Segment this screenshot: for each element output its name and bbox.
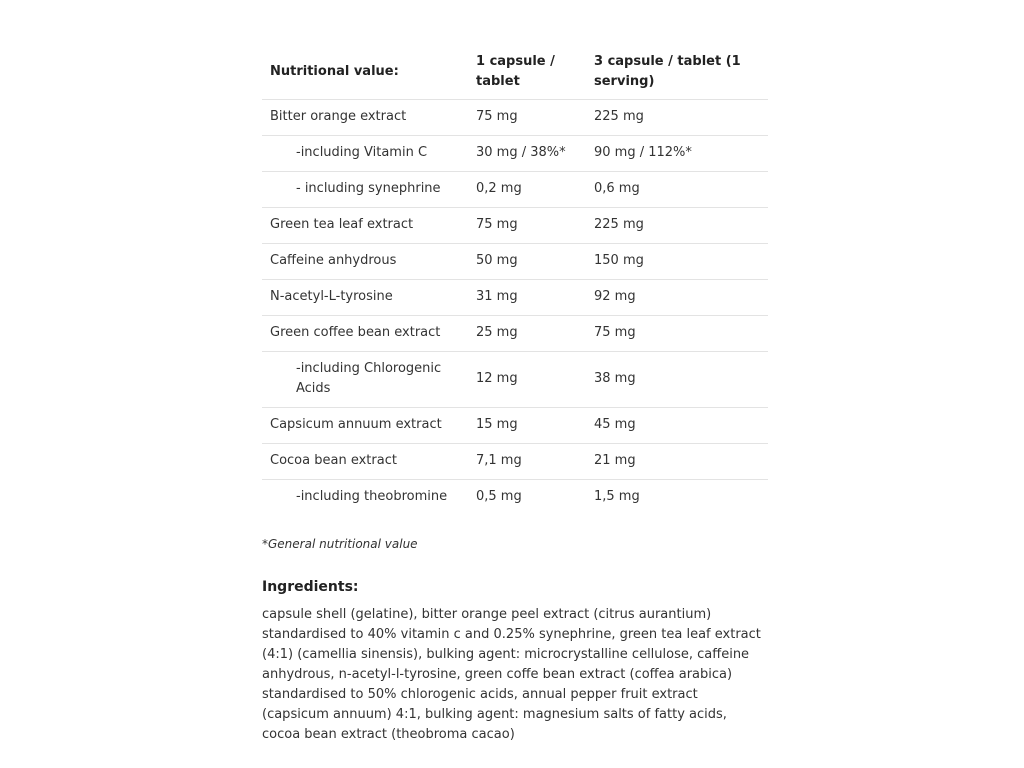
table-row <box>262 480 768 516</box>
amount-per-capsule: 75 mg <box>468 208 586 244</box>
nutrient-name: -including Chlorogenic Acids <box>262 352 468 408</box>
footnote: *General nutritional value <box>262 537 418 551</box>
amount-per-serving: 92 mg <box>586 280 768 316</box>
table-row <box>262 136 768 172</box>
amount-per-serving: 225 mg <box>586 208 768 244</box>
nutrient-name: N-acetyl-L-tyrosine <box>262 280 468 316</box>
nutrient-name: Bitter orange extract <box>262 100 468 136</box>
header-nutritional-value: Nutritional value: <box>262 46 468 100</box>
amount-per-capsule: 12 mg <box>468 352 586 408</box>
amount-per-capsule: 0,5 mg <box>476 489 522 504</box>
nutrition-table <box>262 46 768 515</box>
nutrient-name: Green coffee bean extract <box>262 316 468 352</box>
amount-per-capsule: 31 mg <box>468 280 586 316</box>
header-per-serving: 3 capsule / tablet (1 serving) <box>586 46 768 100</box>
nutrient-name: -including Vitamin C <box>262 136 468 172</box>
product-info <box>262 46 768 745</box>
amount-per-capsule: 30 mg / 38%* <box>468 136 586 172</box>
amount-per-serving: 90 mg / 112%* <box>586 136 768 172</box>
amount-per-serving: 75 mg <box>586 316 768 352</box>
table-row <box>262 100 768 136</box>
ingredients-text: capsule shell (gelatine), bitter orange peel extract (citrus aurantium) standardised to 40% vitamin c and 0.25% synephrine, green tea leaf extract (4:1) (camellia sinensis), bulking agent: microcrystalline cellulose, caffeine anhydrous, n-acetyl-l-tyrosine, green coffe bean extract (coffea arabica) standardised to 50% chlorogenic acids, annual pepper fruit extract (capsicum annuum) 4:1, bulking agent: magnesium salts of fatty acids, cocoa bean extract (theobroma cacao) <box>262 607 761 742</box>
amount-per-serving: 38 mg <box>586 352 768 408</box>
table-row <box>262 208 768 244</box>
amount-per-capsule: 50 mg <box>468 244 586 280</box>
table-row <box>262 172 768 208</box>
amount-per-capsule: 0,2 mg <box>468 172 586 208</box>
table-row <box>262 408 768 444</box>
amount-per-capsule: 7,1 mg <box>468 444 586 480</box>
amount-per-serving: 21 mg <box>586 444 768 480</box>
amount-per-capsule: 75 mg <box>468 100 586 136</box>
nutrient-name: -including theobromine <box>296 489 448 504</box>
ingredients-title: Ingredients: <box>262 579 359 595</box>
table-row <box>262 352 768 408</box>
amount-per-capsule: 25 mg <box>468 316 586 352</box>
nutrient-name: - including synephrine <box>262 172 468 208</box>
amount-per-serving: 0,6 mg <box>586 172 768 208</box>
nutrient-name: Caffeine anhydrous <box>262 244 468 280</box>
table-row <box>262 444 768 480</box>
amount-per-serving: 225 mg <box>586 100 768 136</box>
amount-per-serving: 45 mg <box>586 408 768 444</box>
nutrient-name: Cocoa bean extract <box>262 444 468 480</box>
amount-per-serving: 150 mg <box>586 244 768 280</box>
nutrition-table-body <box>262 100 768 516</box>
amount-per-serving: 1,5 mg <box>594 489 640 504</box>
table-row <box>262 316 768 352</box>
table-header-row <box>262 46 768 100</box>
table-row <box>262 280 768 316</box>
header-per-capsule: 1 capsule / tablet <box>468 46 586 100</box>
nutrient-name: Capsicum annuum extract <box>262 408 468 444</box>
table-row <box>262 244 768 280</box>
amount-per-capsule: 15 mg <box>468 408 586 444</box>
nutrient-name: Green tea leaf extract <box>262 208 468 244</box>
